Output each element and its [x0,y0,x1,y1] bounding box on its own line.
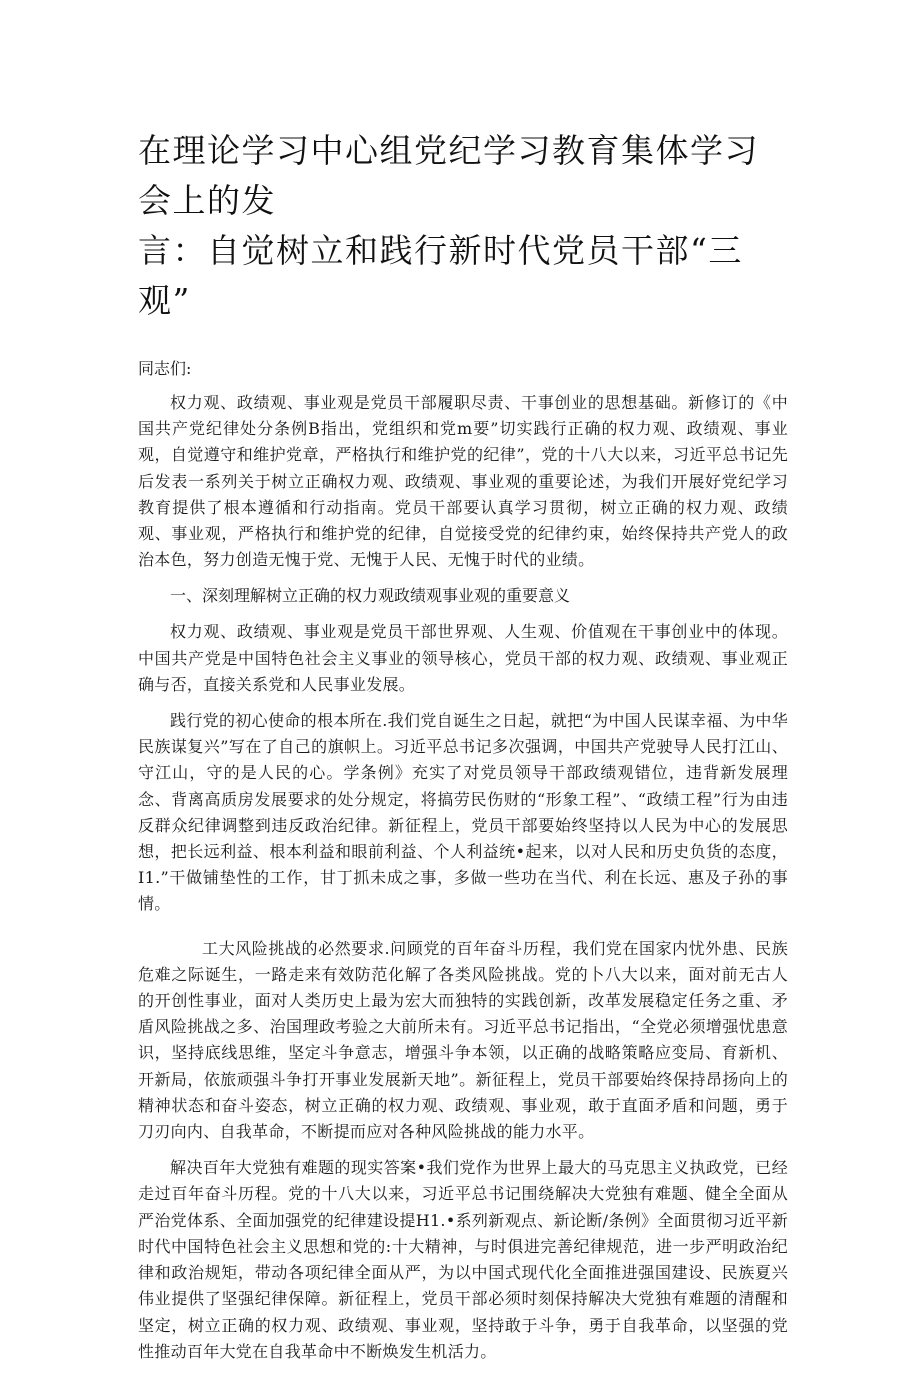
section-1-paragraph-3: 工大风险挑战的必然要求.问顾党的百年奋斗历程，我们党在国家内忧外患、民族危难之际诞生，一路走来有效防范化解了各类风险挑战。党的卜八大以来，面对前无古人的开创性事业，面对人类历史上最为宏大而独特的实践创新，改革发展稳定任务之重、矛盾风险挑战之多、治国理政考验之大前所未有。习近平总书记指出，“全党必须增强忧患意识，坚持底线思维，坚定斗争意志，增强斗争本领，以正确的战略策略应变局、育新机、开新局，依旅顽强斗争打开事业发展新天地”。新征程上，党员干部要始终保持昂扬向上的精神状态和奋斗姿态，树立正确的权力观、政绩观、事业观，敢于直面矛盾和问题，勇于刀刃向内、自我革命，不断提而应对各种风险挑战的能力水平。 [138,938,788,1142]
title-line-2: 言：自觉树立和践行新时代党员干部“三观” [138,231,743,320]
salutation: 同志们: [138,359,192,378]
section-1-paragraph-2: 践行党的初心使命的根本所在.我们党自诞生之日起，就把“为中国人民谋幸福、为中华民族谋复兴”写在了自己的旗帜上。习近平总书记多次强调，中国共产党驶导人民打江山、守江山，守的是人民的心。学条例》充实了对党员领导干部政绩观错位，违背新发展理念、背离高质房发展要求的处分规定，将搞劳民伤财的“形象工程”、“政绩工程”行为由违反群众纪律调整到违反政治纪律。新征程上，党员干部要始终坚持以人民为中心的发展思想，把长远利益、根本利益和眼前利益、个人利益统•起来，以对人民和历史负货的态度，I1.”干做铺垫性的工作，甘丁抓未成之事，多做一些功在当代、利在长远、惠及子孙的事情。 [138,711,788,914]
section-1-heading: 一、深刻理解树立正确的权力观政绩观事业观的重要意义 [170,586,571,606]
document-title [138,126,788,326]
intro-paragraph: 权力观、政绩观、事业观是党员干部履职尽责、干事创业的思想基础。新修订的《中国共产党纪律处分条例B指出，党组织和党m要”切实践行正确的权力观、政绩观、事业观，自觉遵守和维护党章，严格执行和维护党的纪律”，党的十八大以来，习近平总书记先后发表一系列关于树立正确权力观、政绩观、事业观的重要论述，为我们开展好党纪学习教育提供了根本遵循和行动指南。党员干部要认真学习贯彻，树立正确的权力观、政绩观、事业观，严格执行和维护党的纪律，自觉接受党的纪律约束，始终保持共产党人的政治本色，努力创造无愧于党、无愧于人民、无愧于时代的业绩。 [138,393,788,570]
document-page [138,126,788,1375]
section-1-paragraph-1: 权力观、政绩观、事业观是党员干部世界观、人生观、价值观在干事创业中的体现。中国共产党是中国特色社会主义事业的领导核心，党员干部的权力观、政绩观、事业观正确与否，直接关系党和人民事业发展。 [138,622,788,694]
title-line-1: 在理论学习中心组党纪学习教育集体学习会上的发 [138,131,759,220]
section-1-paragraph-4: 解决百年大党独有难题的现实答案•我们党作为世界上最大的马克思主义执政党，已经走过百年奋斗历程。党的十八大以来，习近平总书记围绕解决大党独有难题、健全全面从严治党体系、全面加强党的纪律建设提H1.•系列新观点、新论断/条例》全面贯彻习近平新时代中国特色社会主义思想和党的:十大精神，与时俱进完善纪律规范，进一步严明政治纪律和政治规矩，带动各项纪律全面从严，为以中国式现代化全面推进强国建设、民族夏兴伟业提供了坚强纪律保障。新征程上，党员干部必须时刻保持解决大党独有难题的清醒和坚定，树立正确的权力观、政绩观、事业观，坚持敢于斗争，勇于自我革命，以坚强的党性推动百年大党在自我革命中不断焕发生机活力。 [138,1158,788,1361]
